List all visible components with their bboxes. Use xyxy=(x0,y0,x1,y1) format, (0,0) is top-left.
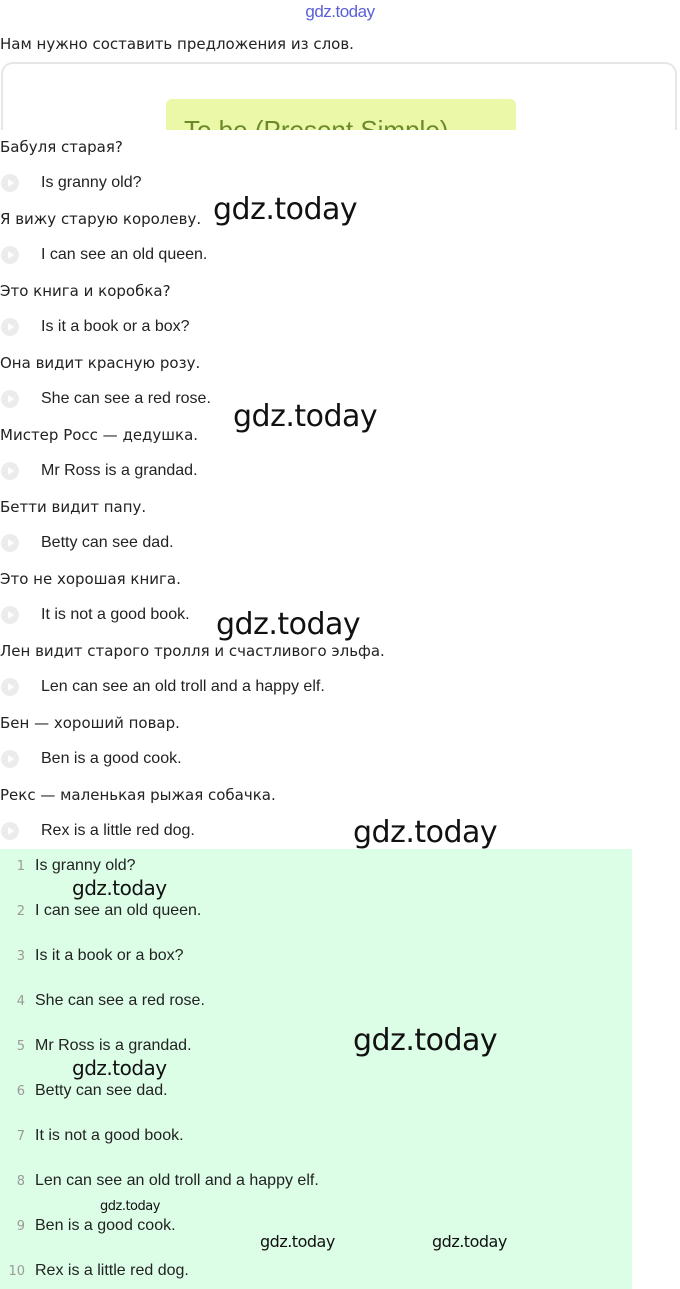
answer-text: It is not a good book. xyxy=(35,1127,184,1144)
play-audio-icon[interactable] xyxy=(1,678,19,696)
answer-item xyxy=(0,902,620,924)
task-pair xyxy=(0,490,680,562)
russian-sentence: Я вижу старую королеву. xyxy=(0,210,202,228)
site-title[interactable]: gdz.today xyxy=(305,2,375,21)
russian-sentence: Бетти видит папу. xyxy=(0,498,147,516)
watermark: gdz.today xyxy=(233,399,378,434)
answer-item xyxy=(0,1127,620,1149)
task-pair xyxy=(0,706,680,778)
answer-text: Betty can see dad. xyxy=(35,1082,168,1099)
answer-number: 8 xyxy=(16,1174,25,1189)
answer-number: 3 xyxy=(16,949,25,964)
answer-text: Len can see an old troll and a happy elf. xyxy=(35,1172,319,1189)
play-audio-icon[interactable] xyxy=(1,534,19,552)
play-audio-icon[interactable] xyxy=(1,246,19,264)
answer-number: 1 xyxy=(16,859,25,874)
answer-text: Is granny old? xyxy=(35,857,136,874)
task-list xyxy=(0,130,680,850)
answer-item xyxy=(0,947,620,969)
english-sentence: Rex is a little red dog. xyxy=(41,822,195,839)
task-pair xyxy=(0,274,680,346)
answer-text: Is it a book or a box? xyxy=(35,947,184,964)
english-sentence: Is granny old? xyxy=(41,174,142,191)
answer-number: 6 xyxy=(16,1084,25,1099)
answer-number: 7 xyxy=(16,1129,25,1144)
task-intro: Нам нужно составить предложения из слов. xyxy=(0,35,354,53)
watermark: gdz.today xyxy=(432,1232,507,1251)
answer-number: 10 xyxy=(8,1264,25,1279)
russian-sentence: Лен видит старого тролля и счастливого эльфа. xyxy=(0,642,385,660)
watermark: gdz.today xyxy=(100,1199,160,1214)
russian-sentence: Бабуля старая? xyxy=(0,138,123,156)
watermark: gdz.today xyxy=(216,607,361,642)
answer-text: She can see a red rose. xyxy=(35,992,205,1009)
task-pair xyxy=(0,778,680,850)
russian-sentence: Бен — хороший повар. xyxy=(0,714,180,732)
russian-sentence: Это не хорошая книга. xyxy=(0,570,181,588)
play-audio-icon[interactable] xyxy=(1,174,19,192)
answer-text: Mr Ross is a grandad. xyxy=(35,1037,192,1054)
english-sentence: She can see a red rose. xyxy=(41,390,211,407)
answer-number: 4 xyxy=(16,994,25,1009)
watermark: gdz.today xyxy=(72,1056,167,1080)
answer-text: I can see an old queen. xyxy=(35,902,202,919)
answer-number: 5 xyxy=(16,1039,25,1054)
answer-text: Ben is a good cook. xyxy=(35,1217,176,1234)
answer-item xyxy=(0,1262,620,1284)
russian-sentence: Мистер Росс — дедушка. xyxy=(0,426,199,444)
russian-sentence: Она видит красную розу. xyxy=(0,354,201,372)
play-audio-icon[interactable] xyxy=(1,750,19,768)
watermark: gdz.today xyxy=(353,815,498,850)
english-sentence: Betty can see dad. xyxy=(41,534,174,551)
english-sentence: It is not a good book. xyxy=(41,606,190,623)
watermark: gdz.today xyxy=(353,1023,498,1058)
english-sentence: Len can see an old troll and a happy elf. xyxy=(41,678,325,695)
play-audio-icon[interactable] xyxy=(1,462,19,480)
english-sentence: Mr Ross is a grandad. xyxy=(41,462,198,479)
english-sentence: Is it a book or a box? xyxy=(41,318,190,335)
english-sentence: Ben is a good cook. xyxy=(41,750,182,767)
answer-item xyxy=(0,1172,620,1194)
answer-item xyxy=(0,1082,620,1104)
russian-sentence: Это книга и коробка? xyxy=(0,282,171,300)
answer-text: Rex is a little red dog. xyxy=(35,1262,189,1279)
answer-number: 9 xyxy=(16,1219,25,1234)
play-audio-icon[interactable] xyxy=(1,606,19,624)
answer-item xyxy=(0,992,620,1014)
watermark: gdz.today xyxy=(260,1232,335,1251)
task-pair xyxy=(0,634,680,706)
watermark: gdz.today xyxy=(213,192,358,227)
play-audio-icon[interactable] xyxy=(1,318,19,336)
answer-number: 2 xyxy=(16,904,25,919)
watermark: gdz.today xyxy=(72,876,167,900)
play-audio-icon[interactable] xyxy=(1,390,19,408)
english-sentence: I can see an old queen. xyxy=(41,246,208,263)
russian-sentence: Рекс — маленькая рыжая собачка. xyxy=(0,786,276,804)
play-audio-icon[interactable] xyxy=(1,822,19,840)
